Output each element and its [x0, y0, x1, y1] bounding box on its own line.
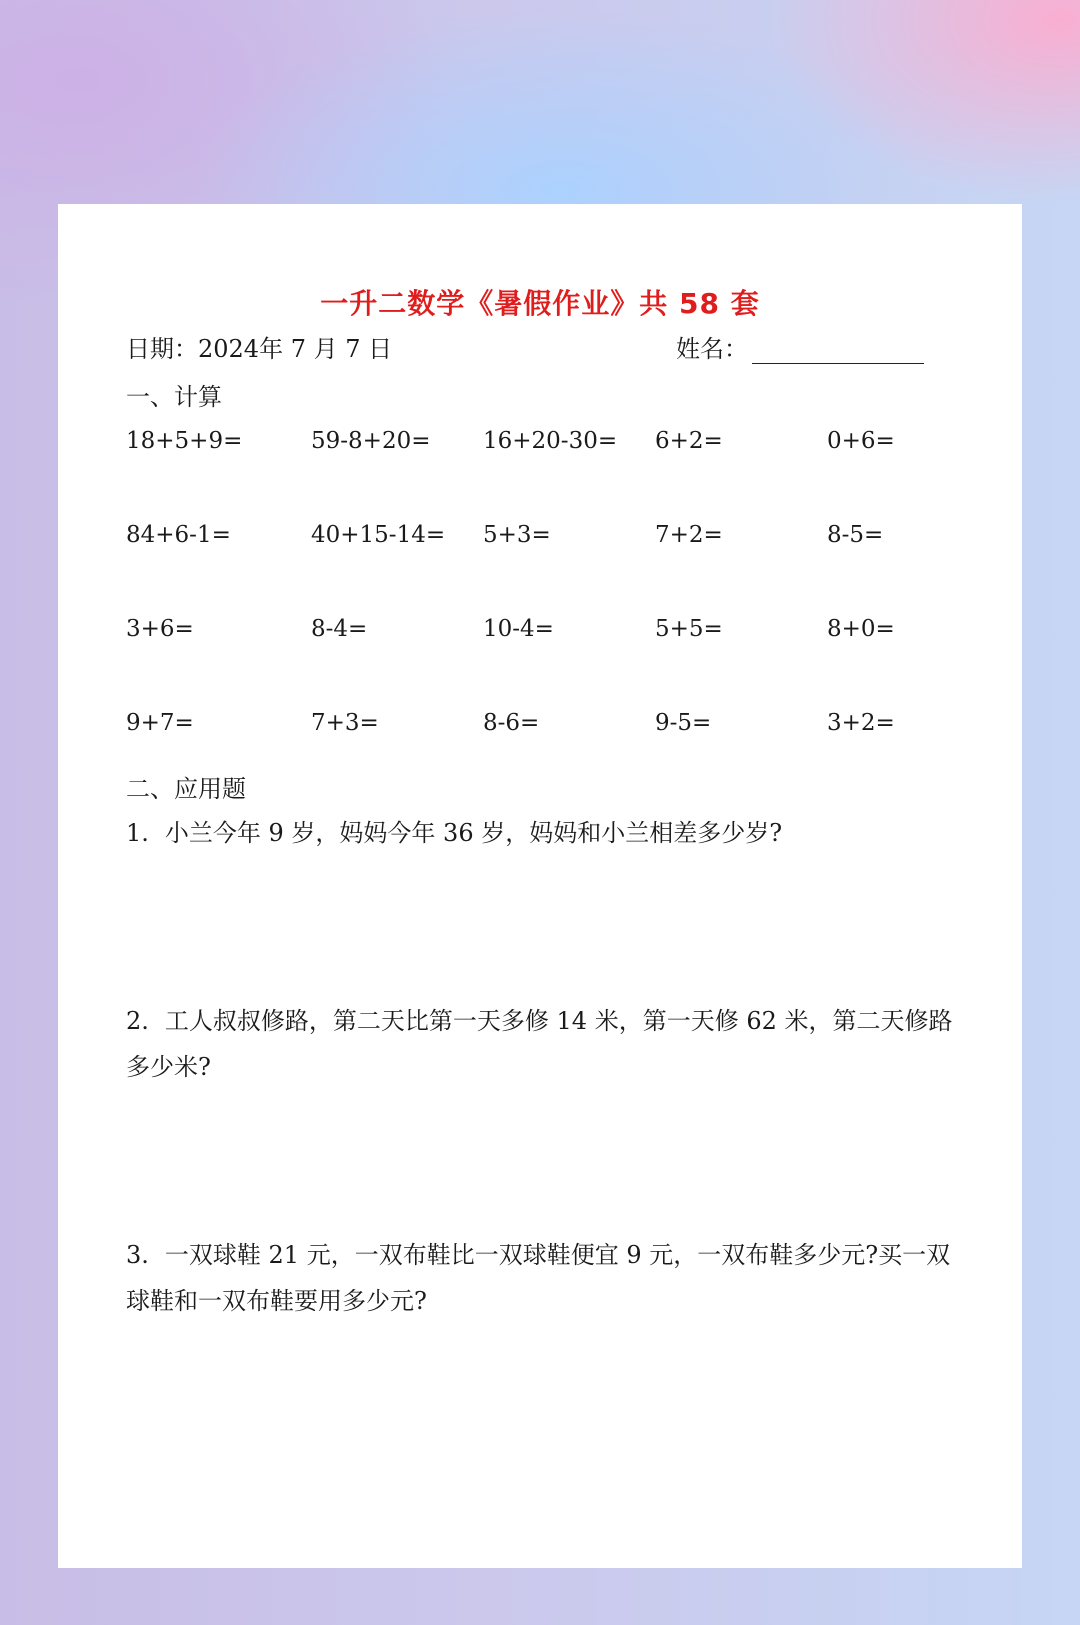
calc-problem: 8-6= — [483, 710, 540, 736]
calc-problem: 9+7= — [126, 710, 194, 736]
worksheet-page — [58, 204, 1022, 1568]
date-label: 日期：2024年 7 月 7 日 — [126, 335, 393, 363]
problem-number: 1. — [126, 819, 149, 847]
problem-text: 一双球鞋 21 元，一双布鞋比一双球鞋便宜 9 元，一双布鞋多少元?买一双球鞋和一双布鞋要用多少元? — [126, 1241, 951, 1315]
calc-problem: 40+15-14= — [311, 522, 446, 548]
calc-row — [126, 708, 986, 802]
calc-problem: 8-5= — [827, 522, 884, 548]
word-problem-1 — [126, 810, 971, 856]
calc-problem: 5+5= — [655, 616, 723, 642]
problem-text: 工人叔叔修路，第二天比第一天多修 14 米，第一天修 62 米，第二天修路多少米? — [126, 1007, 953, 1081]
calc-row — [126, 614, 986, 708]
section-heading-calculation: 一、计算 — [126, 383, 222, 411]
worksheet-title: 一升二数学《暑假作业》共 58 套 — [320, 287, 760, 320]
name-blank-line — [752, 336, 924, 364]
calc-problem: 84+6-1= — [126, 522, 231, 548]
name-field — [676, 334, 924, 364]
problem-number: 3. — [126, 1241, 149, 1269]
calc-problem: 7+2= — [655, 522, 723, 548]
calculation-grid — [126, 426, 986, 802]
calc-problem: 7+3= — [311, 710, 379, 736]
calc-problem: 10-4= — [483, 616, 554, 642]
calc-problem: 6+2= — [655, 428, 723, 454]
calc-row — [126, 426, 986, 520]
calc-row — [126, 520, 986, 614]
problem-text: 小兰今年 9 岁，妈妈今年 36 岁，妈妈和小兰相差多少岁? — [164, 819, 783, 847]
calc-problem: 0+6= — [827, 428, 895, 454]
calc-problem: 8+0= — [827, 616, 895, 642]
problem-number: 2. — [126, 1007, 149, 1035]
name-label: 姓名： — [676, 335, 748, 363]
calc-problem: 5+3= — [483, 522, 551, 548]
section-heading-word-problems: 二、应用题 — [126, 775, 246, 803]
calc-problem: 8-4= — [311, 616, 368, 642]
word-problem-3 — [126, 1232, 971, 1324]
calc-problem: 18+5+9= — [126, 428, 243, 454]
calc-problem: 16+20-30= — [483, 428, 618, 454]
calc-problem: 9-5= — [655, 710, 712, 736]
calc-problem: 59-8+20= — [311, 428, 431, 454]
word-problem-2 — [126, 998, 971, 1090]
calc-problem: 3+6= — [126, 616, 194, 642]
calc-problem: 3+2= — [827, 710, 895, 736]
